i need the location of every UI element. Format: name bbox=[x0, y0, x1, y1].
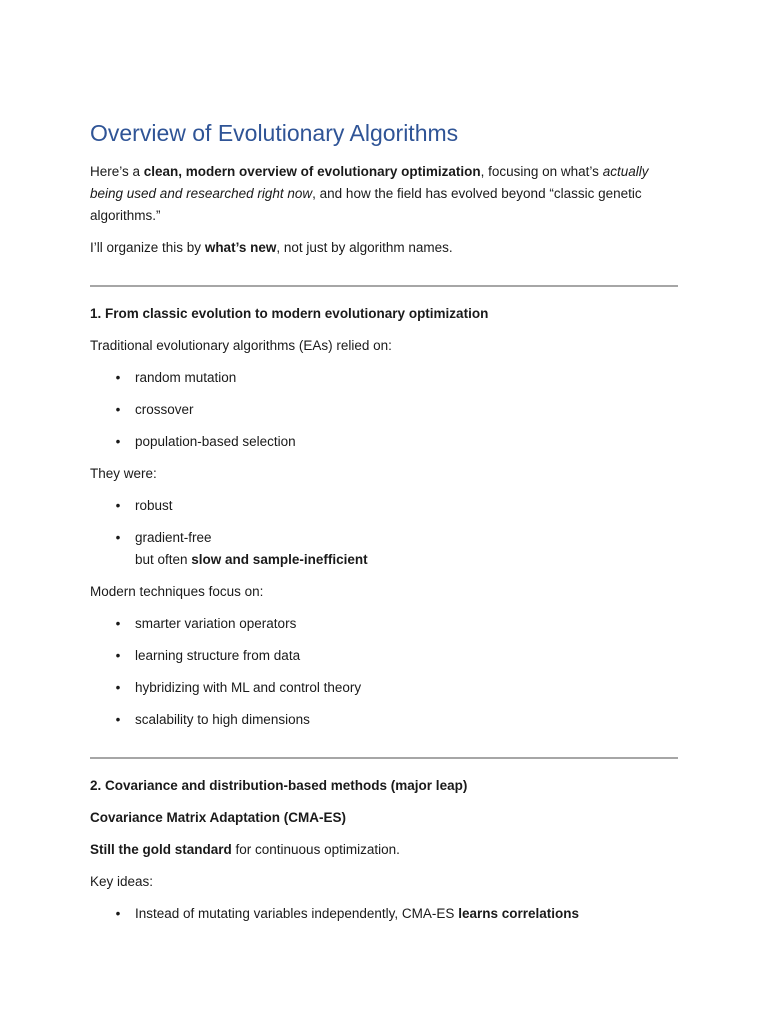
list-item bbox=[90, 431, 678, 453]
section-1-lead-traditional: Traditional evolutionary algorithms (EAs) relied on: bbox=[90, 338, 392, 353]
bullet-icon: • bbox=[115, 906, 121, 921]
list-item bbox=[90, 903, 678, 925]
bullet-icon: • bbox=[115, 712, 121, 727]
organize-bold-text: what’s new bbox=[204, 240, 277, 255]
list-item-text: Instead of mutating variables independently, CMA-ES bbox=[135, 906, 459, 921]
bullet-icon: • bbox=[115, 530, 121, 545]
list-item-text: scalability to high dimensions bbox=[135, 712, 310, 727]
horizontal-rule bbox=[90, 757, 678, 759]
list-item bbox=[90, 495, 678, 517]
bullet-icon: • bbox=[115, 370, 121, 385]
list-item bbox=[90, 645, 678, 667]
intro-italic-text: actually being used and researched right now bbox=[90, 164, 649, 201]
section-1-heading: 1. From classic evolution to modern evolutionary optimization bbox=[90, 306, 489, 321]
section-1-lead-modern: Modern techniques focus on: bbox=[90, 584, 264, 599]
list-item-text: gradient-free bbox=[135, 530, 212, 545]
bullet-icon: • bbox=[115, 680, 121, 695]
organize-text: , not just by algorithm names. bbox=[276, 240, 453, 255]
list-item bbox=[90, 709, 678, 731]
traditional-list bbox=[90, 367, 678, 453]
list-item bbox=[90, 527, 678, 571]
list-item-text: robust bbox=[135, 498, 173, 513]
modern-list bbox=[90, 613, 678, 731]
intro-text: , focusing on what’s bbox=[480, 164, 603, 179]
list-item bbox=[90, 677, 678, 699]
gold-standard-paragraph bbox=[90, 839, 678, 861]
continuation-bold-text: slow and sample-inefficient bbox=[191, 552, 368, 567]
list-item-text: crossover bbox=[135, 402, 194, 417]
section-2-heading: 2. Covariance and distribution-based methods (major leap) bbox=[90, 778, 468, 793]
list-item-continuation bbox=[135, 549, 678, 571]
section-1-lead-they-were: They were: bbox=[90, 466, 157, 481]
key-ideas-lead: Key ideas: bbox=[90, 874, 154, 889]
gold-standard-bold-text: Still the gold standard bbox=[90, 842, 232, 857]
organize-paragraph bbox=[90, 237, 678, 259]
list-item bbox=[90, 367, 678, 389]
gold-standard-text: for continuous optimization. bbox=[231, 842, 400, 857]
intro-text: Here’s a bbox=[90, 164, 144, 179]
key-ideas-list bbox=[90, 903, 678, 925]
bullet-icon: • bbox=[115, 616, 121, 631]
list-item-text: hybridizing with ML and control theory bbox=[135, 680, 362, 695]
section-2-subheading: Covariance Matrix Adaptation (CMA-ES) bbox=[90, 810, 347, 825]
document-title: Overview of Evolutionary Algorithms bbox=[90, 120, 459, 146]
list-item bbox=[90, 399, 678, 421]
they-were-list bbox=[90, 495, 678, 571]
bullet-icon: • bbox=[115, 498, 121, 513]
continuation-text: but often bbox=[135, 552, 192, 567]
intro-paragraph bbox=[90, 161, 678, 227]
bullet-icon: • bbox=[115, 648, 121, 663]
intro-text: , and how the field has evolved beyond “classic genetic algorithms.” bbox=[90, 186, 642, 223]
list-item-text: population-based selection bbox=[135, 434, 296, 449]
bullet-icon: • bbox=[115, 434, 121, 449]
bullet-icon: • bbox=[115, 402, 121, 417]
list-item bbox=[90, 613, 678, 635]
intro-bold-text: clean, modern overview of evolutionary optimization bbox=[143, 164, 481, 179]
list-item-text: random mutation bbox=[135, 370, 237, 385]
list-item-bold-text: learns correlations bbox=[458, 906, 579, 921]
organize-text: I’ll organize this by bbox=[90, 240, 205, 255]
list-item-text: learning structure from data bbox=[135, 648, 301, 663]
list-item-text: smarter variation operators bbox=[135, 616, 297, 631]
horizontal-rule bbox=[90, 285, 678, 287]
